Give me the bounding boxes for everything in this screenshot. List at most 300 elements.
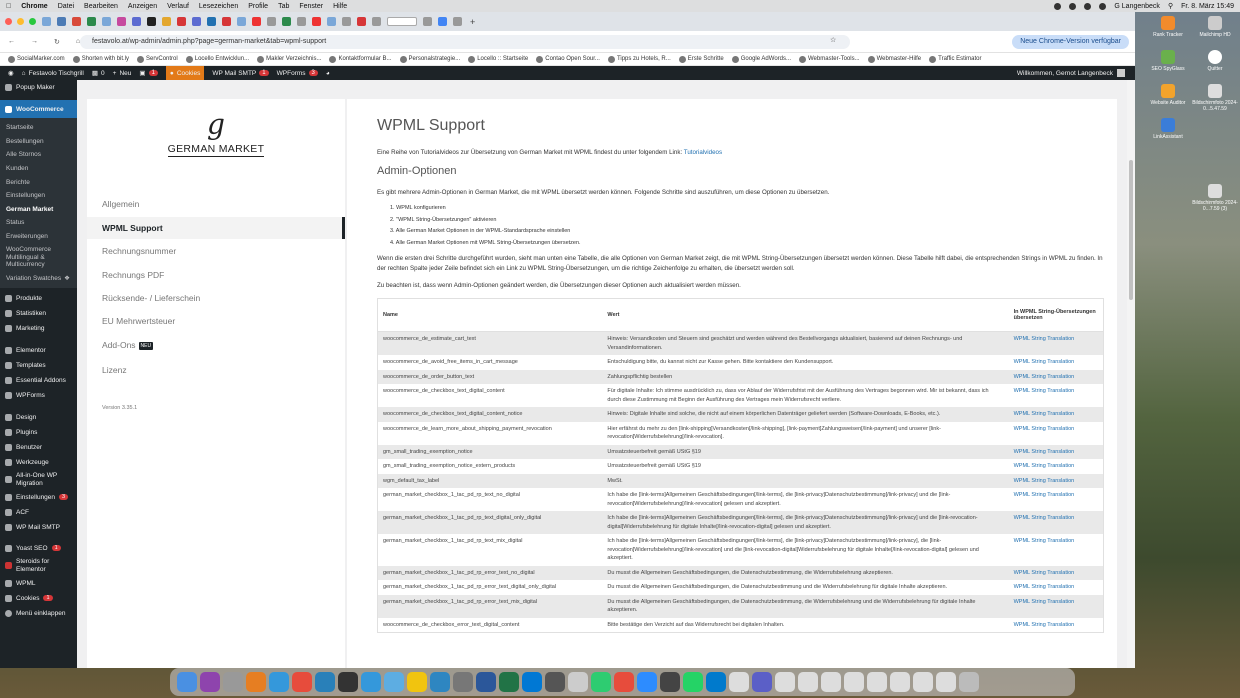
bookmark-favicon-icon xyxy=(8,56,15,63)
section-heading: Admin-Optionen xyxy=(377,165,457,177)
submenu-german-market[interactable]: German Market xyxy=(6,205,54,213)
submenu-wcml[interactable]: WooCommerce Multilingual & Multicurrency xyxy=(6,246,52,269)
addons-icon xyxy=(5,377,12,384)
option-value-cell: MwSt. xyxy=(602,474,1008,489)
bookmark-item[interactable]: Kontaktformular B... xyxy=(329,56,391,63)
tray-icon[interactable] xyxy=(1069,3,1076,10)
translation-link-cell xyxy=(1009,459,1104,474)
menubar-clock[interactable]: Fr. 8. März 15:49 xyxy=(1181,2,1234,10)
desktop-icon-rank-tracker[interactable]: Rank Tracker xyxy=(1138,16,1198,38)
desktop-icon-linkassistant[interactable]: LinkAssistant xyxy=(1138,118,1198,140)
teams-icon[interactable] xyxy=(752,672,772,692)
bookmark-favicon-icon xyxy=(536,56,543,63)
user-icon xyxy=(5,444,12,451)
browser-tab[interactable] xyxy=(57,17,66,26)
browser-tab[interactable] xyxy=(312,17,321,26)
swatch-icon: ❖ xyxy=(64,275,70,283)
bookmark-item[interactable]: Locello :: Startseite xyxy=(468,56,528,63)
bookmarks-bar xyxy=(0,53,1135,66)
zoom-icon[interactable] xyxy=(637,672,657,692)
submenu-startseite[interactable]: Startseite xyxy=(6,124,34,132)
page-scrollbar[interactable] xyxy=(1127,80,1135,668)
table-row xyxy=(378,459,1104,474)
browser-tab[interactable] xyxy=(297,17,306,26)
browser-tab[interactable] xyxy=(147,17,156,26)
document-icon[interactable] xyxy=(867,672,887,692)
table-row xyxy=(378,370,1104,385)
outlook-icon[interactable] xyxy=(522,672,542,692)
app-icon[interactable] xyxy=(591,672,611,692)
desktop-icon-screenshot-2[interactable]: Bildschirmfoto 2024-0...7.59 (3) xyxy=(1185,184,1240,212)
bookmark-favicon-icon xyxy=(468,56,475,63)
option-name-cell: woocommerce_de_avoid_free_items_in_cart_message xyxy=(383,359,518,365)
bookmark-item[interactable]: Contao Open Sour... xyxy=(536,56,600,63)
wpml-string-translation-link[interactable]: WPML String Translation xyxy=(1013,336,1075,342)
steps-list xyxy=(390,203,581,249)
option-value-cell: Du musst die Allgemeinen Geschäftsbedingungen, die Datenschutzbestimmung, die Widerrufsbelehrung und die Widerrufsbelehrung für digitale Inhalte akzeptieren. xyxy=(602,595,1008,618)
sidebar-item-cookies[interactable]: Cookies 1 xyxy=(0,591,77,606)
collapse-menu-button[interactable]: Menü einklappen xyxy=(0,606,77,621)
rank-tracker-icon xyxy=(1161,16,1175,30)
table-row xyxy=(378,407,1104,422)
option-value-cell: Ich habe die [link-terms]Allgemeinen Geschäftsbedingungen[/link-terms], die [link-privacy]Datenschutzbestimmung[/link-privacy] und die [link-revocation]Widerrufsbelehrung[/link-revocation] gelesen und akzeptiert. xyxy=(607,492,951,507)
site-name-link[interactable]: ⌂ Festavolo Tischgrill xyxy=(21,69,84,77)
elementor-icon xyxy=(5,347,12,354)
sidebar-item-marketing[interactable]: Marketing xyxy=(0,321,77,336)
browser-tab[interactable] xyxy=(102,17,111,26)
auditor-icon xyxy=(1161,84,1175,98)
german-market-logo-text: GERMAN MARKET xyxy=(167,143,265,155)
table-row xyxy=(378,384,1104,407)
bookmark-favicon-icon xyxy=(400,56,407,63)
app-icon[interactable] xyxy=(338,672,358,692)
cookie-icon: ● xyxy=(169,69,174,77)
submenu-variation-swatches[interactable]: Variation Swatches ❖ xyxy=(6,274,70,283)
browser-tab[interactable] xyxy=(357,17,366,26)
wp-content-area xyxy=(77,80,1135,668)
migration-icon xyxy=(5,476,12,483)
gm-nav-rechnungs-pdf[interactable]: Rechnungs PDF xyxy=(102,270,165,280)
bookmark-item[interactable]: Makler Verzeichnis... xyxy=(257,56,321,63)
wpml-string-translation-link[interactable]: WPML String Translation xyxy=(1013,448,1075,455)
option-value-cell: Hier erfährst du mehr zu den [link-shipping]Versandkosten[/link-shipping], [link-payment]Zahlungsweisen[/link-payment] und unserer [link-revocation]Widerrufsbelehrung[/link-revocation]. xyxy=(607,425,941,440)
option-name-cell: gm_small_trading_exemption_notice xyxy=(378,445,603,460)
filezilla-icon[interactable] xyxy=(614,672,634,692)
table-row xyxy=(378,534,1104,566)
document-icon[interactable] xyxy=(798,672,818,692)
search-icon[interactable]: ⚲ xyxy=(1167,3,1174,10)
comments-link[interactable]: ▩ 0 xyxy=(91,69,105,77)
gm-nav-allgemein[interactable]: Allgemein xyxy=(102,199,140,209)
sidebar-item-produkte[interactable]: Produkte xyxy=(0,291,77,306)
sidebar-item-werkzeuge[interactable]: Werkzeuge xyxy=(0,455,77,470)
macos-dock xyxy=(170,668,1075,696)
wifi-icon[interactable] xyxy=(1099,3,1106,10)
app-icon[interactable] xyxy=(545,672,565,692)
table-row xyxy=(378,332,1104,356)
wp-admin-bar xyxy=(0,66,1135,80)
brush-icon xyxy=(5,414,12,421)
submenu-kunden[interactable]: Kunden xyxy=(6,165,29,173)
home-icon: ⌂ xyxy=(21,69,26,77)
document-icon[interactable] xyxy=(775,672,795,692)
url-field[interactable]: festavolo.at/wp-admin/admin.php?page=german-market&tab=wpml-support xyxy=(80,35,850,49)
bookmark-favicon-icon xyxy=(679,56,686,63)
wpml-string-translation-link[interactable]: WPML String Translation xyxy=(1013,598,1075,605)
bookmark-item[interactable]: Erste Schritte xyxy=(679,56,724,63)
notes-icon[interactable] xyxy=(407,672,427,692)
document-icon[interactable] xyxy=(913,672,933,692)
bookmark-favicon-icon xyxy=(73,56,80,63)
option-value-cell: Umsatzsteuerbefreit gemäß UStG §19 xyxy=(607,463,701,469)
plug-icon xyxy=(5,429,12,436)
menu-verlauf[interactable]: Verlauf xyxy=(161,2,184,10)
vscode-icon[interactable] xyxy=(706,672,726,692)
gm-nav-lizenz[interactable]: Lizenz xyxy=(102,365,127,375)
option-name-cell: woocommerce_de_estimate_cart_text xyxy=(378,332,603,356)
browser-tab[interactable] xyxy=(192,17,201,26)
collapse-icon xyxy=(5,610,12,617)
option-name-cell: german_market_checkbox_1_tac_pd_rp_text_mix_digital xyxy=(383,538,523,544)
sidebar-item-acf[interactable]: ACF xyxy=(0,505,77,520)
gm-nav-ruecksendeschein[interactable]: Rücksende- / Lieferschein xyxy=(102,293,201,303)
bookmark-item[interactable]: Webmaster-Tools... xyxy=(799,56,860,63)
menubar-user[interactable]: G Langenbeck xyxy=(1114,2,1160,10)
intro-text: Eine Reihe von Tutorialvideos zur Übersetzung von German Market mit WPML findest du unter folgendem Link: Tutorialvideos xyxy=(377,149,723,156)
tutorial-link[interactable]: Tutorialvideos xyxy=(683,149,723,156)
reload-icon[interactable]: ↻ xyxy=(54,38,60,46)
spyglass-icon xyxy=(1161,50,1175,64)
sidebar-item-elementor[interactable]: Elementor xyxy=(0,343,77,358)
desktop-icon-website-auditor[interactable]: Website Auditor xyxy=(1138,84,1198,106)
column-header-name: Name xyxy=(378,299,603,332)
sidebar-item-woocommerce[interactable]: WooCommerce xyxy=(0,100,77,118)
wpml-string-translation-link[interactable]: WPML String Translation xyxy=(1013,463,1075,469)
plus-icon: + xyxy=(112,69,117,77)
bookmark-favicon-icon xyxy=(929,56,936,63)
document-icon[interactable] xyxy=(821,672,841,692)
table-row xyxy=(378,595,1104,618)
table-row xyxy=(378,580,1104,595)
yoast-icon xyxy=(5,545,12,552)
tray-icon[interactable] xyxy=(1084,3,1091,10)
box-icon xyxy=(5,295,12,302)
option-value-cell: Du musst die Allgemeinen Geschäftsbedingungen, die Datenschutzbestimmung und die Widerrufsbelehrung für digitale Inhalte akzeptieren. xyxy=(607,584,948,590)
browser-tab[interactable] xyxy=(342,17,351,26)
minimize-window-icon[interactable] xyxy=(17,18,24,25)
firefox-icon[interactable] xyxy=(246,672,266,692)
new-tab-icon[interactable]: + xyxy=(470,16,476,27)
excel-icon[interactable] xyxy=(499,672,519,692)
app-icon[interactable] xyxy=(568,672,588,692)
bookmark-item[interactable]: Personalstrategie... xyxy=(400,56,461,63)
sidebar-item-steroids[interactable]: Steroids for Elementor xyxy=(0,556,77,576)
translation-link-cell xyxy=(1009,384,1104,407)
menu-anzeigen[interactable]: Anzeigen xyxy=(122,2,152,10)
menu-fenster[interactable]: Fenster xyxy=(294,2,318,10)
german-market-logo-mark: g xyxy=(207,108,225,141)
document-icon[interactable] xyxy=(844,672,864,692)
menu-datei[interactable]: Datei xyxy=(52,2,69,10)
sidebar-item-einstellungen[interactable]: Einstellungen 3 xyxy=(0,490,77,505)
menu-profile[interactable]: Profile xyxy=(242,2,263,10)
sidebar-item-design[interactable]: Design xyxy=(0,410,77,425)
sidebar-item-migration[interactable]: All-in-One WP Migration xyxy=(0,470,77,490)
bookmark-item[interactable]: Webmaster-Hilfe xyxy=(868,56,922,63)
forward-icon[interactable]: → xyxy=(31,38,38,45)
bookmark-favicon-icon xyxy=(732,56,739,63)
steroids-icon xyxy=(5,562,12,569)
submenu-alle-stornos[interactable]: Alle Stornos xyxy=(6,151,42,159)
option-name-cell: german_market_checkbox_1_tac_pd_rp_error_text_no_digital xyxy=(378,566,603,581)
menu-hilfe[interactable]: Hilfe xyxy=(327,2,342,10)
app-icon[interactable] xyxy=(430,672,450,692)
settings-icon[interactable] xyxy=(453,672,473,692)
app-icon[interactable] xyxy=(384,672,404,692)
bookmark-item[interactable]: Tipps zu Hotels, R... xyxy=(608,56,671,63)
step-item: 1. WPML konfigurieren xyxy=(390,205,446,211)
sidebar-item-wpml[interactable]: WPML xyxy=(0,576,77,591)
menu-lesezeichen[interactable]: Lesezeichen xyxy=(193,2,233,10)
translation-link-cell xyxy=(1009,534,1104,566)
option-name-cell: woocommerce_de_checkbox_text_digital_content_notice xyxy=(378,407,603,422)
gm-nav-add-ons[interactable]: Add-Ons NEU xyxy=(102,340,152,350)
megaphone-icon xyxy=(5,325,12,332)
table-row xyxy=(378,445,1104,460)
wpml-string-translation-link[interactable]: WPML String Translation xyxy=(1013,621,1075,628)
apple-icon[interactable] xyxy=(6,3,11,10)
home-icon[interactable]: ⌂ xyxy=(75,38,81,45)
sidebar-item-plugins[interactable]: Plugins xyxy=(0,425,77,440)
woocommerce-submenu xyxy=(0,118,77,288)
browser-tab[interactable] xyxy=(372,17,381,26)
menu-app[interactable]: Chrome xyxy=(16,2,43,10)
submenu-einstellungen[interactable]: Einstellungen xyxy=(6,192,46,200)
translation-link-cell xyxy=(1009,488,1104,511)
acf-icon xyxy=(5,509,12,516)
wpml-string-translation-link[interactable]: WPML String Translation xyxy=(1013,515,1075,521)
sidebar-item-essential-addons[interactable]: Essential Addons xyxy=(0,373,77,388)
option-name-cell: german_market_checkbox_1_tac_pd_rp_text_digital_only_digital xyxy=(378,511,603,534)
section-text: Es gibt mehrere Admin-Optionen in German Market, die mit WPML übersetzt werden können. Folgende Schritte sind auszuführen, um diese Optionen zu übersetzen. xyxy=(377,189,830,196)
browser-tab[interactable] xyxy=(453,17,462,26)
option-name-cell: wgm_default_tax_label xyxy=(378,474,603,489)
browser-tab[interactable] xyxy=(132,17,141,26)
wpml-string-translation-link[interactable]: WPML String Translation xyxy=(1013,411,1075,417)
wpml-string-translation-link[interactable]: WPML String Translation xyxy=(1013,388,1075,394)
bookmark-favicon-icon xyxy=(799,56,806,63)
bookmark-star-icon[interactable]: ☆ xyxy=(830,37,837,44)
bookmark-item[interactable]: Google AdWords... xyxy=(732,56,791,63)
option-value-cell: Ich habe die [link-terms]Allgemeinen Geschäftsbedingungen[/link-terms], die [link-privacy]Datenschutzbestimmung[/link-privacy], die [link-revocation]Widerrufsbelehrung[/link-revocation] und die [link-revocation-digital]Widerrufsbelehrung für digitale Inhalte[/link-revocation-digital] gelesen und akzeptiert. xyxy=(607,538,979,561)
browser-tab[interactable] xyxy=(327,17,336,26)
browser-tab[interactable] xyxy=(423,17,432,26)
browser-tab[interactable] xyxy=(267,17,276,26)
gm-nav-wpml-support[interactable]: WPML Support xyxy=(87,217,345,239)
sidebar-item-benutzer[interactable]: Benutzer xyxy=(0,440,77,455)
note-text: Zu beachten ist, dass wenn Admin-Optionen geändert werden, die Übersetzungen dieser Optionen auch aktualisiert werden müssen. xyxy=(377,282,741,289)
close-window-icon[interactable] xyxy=(5,18,12,25)
desktop-icon-quitter[interactable]: Quitter xyxy=(1185,50,1240,72)
browser-tab[interactable] xyxy=(438,17,447,26)
bookmark-item[interactable]: Locello Entwicklun... xyxy=(186,56,249,63)
folder-icon xyxy=(5,362,12,369)
document-icon[interactable] xyxy=(936,672,956,692)
option-value-cell: Ich habe die [link-terms]Allgemeinen Geschäftsbedingungen[/link-terms], die [link-privacy]Datenschutzbestimmung[/link-privacy] und die [link-revocation-digital]Widerrufsbelehrung für digitale Inhalte[/link-revocation-digital] gelesen und akzeptiert. xyxy=(602,511,1008,534)
document-icon[interactable] xyxy=(890,672,910,692)
menu-tab[interactable]: Tab xyxy=(272,2,285,10)
translation-link-cell xyxy=(1009,370,1104,385)
option-name-cell: woocommerce_de_order_button_text xyxy=(378,370,603,385)
wpml-support-panel xyxy=(347,99,1117,668)
desktop-icon-screenshot-1[interactable]: Bildschirmfoto 2024-0...5.47.59 xyxy=(1185,84,1240,112)
browser-tab[interactable] xyxy=(252,17,261,26)
option-name-cell: german_market_checkbox_1_tac_pd_rp_error_text_mix_digital xyxy=(378,595,603,618)
account-menu[interactable]: Willkommen, Gernot Langenbeck xyxy=(1017,66,1125,80)
step-item: 4. Alle German Market Optionen mit WPML String-Übersetzungen übersetzen. xyxy=(390,239,581,246)
safari-icon[interactable] xyxy=(269,672,289,692)
bookmark-favicon-icon xyxy=(608,56,615,63)
bookmark-item[interactable]: SocialMarker.com xyxy=(8,56,65,63)
yoast-link[interactable]: ▣ 1 xyxy=(139,69,158,77)
submenu-erweiterungen[interactable]: Erweiterungen xyxy=(6,233,48,241)
chrome-update-button[interactable]: Neue Chrome-Version verfügbar xyxy=(1012,35,1129,49)
gm-nav-eu-mehrwertsteuer[interactable]: EU Mehrwertsteuer xyxy=(102,316,176,326)
wp-mail-smtp-link[interactable]: WP Mail SMTP 1 xyxy=(212,70,268,77)
wpml-string-translation-link[interactable]: WPML String Translation xyxy=(1013,373,1075,380)
option-name-cell: woocommerce_de_checkbox_error_text_digital_content xyxy=(383,621,520,628)
desktop-icon-mailchimp[interactable]: Mailchimp HD xyxy=(1185,16,1240,38)
finder-icon[interactable] xyxy=(177,672,197,692)
wpml-string-translation-link[interactable]: WPML String Translation xyxy=(1013,538,1075,544)
whatsapp-icon[interactable] xyxy=(683,672,703,692)
table-header-row xyxy=(378,299,1104,332)
browser-tab[interactable] xyxy=(207,17,216,26)
submenu-bestellungen[interactable]: Bestellungen xyxy=(6,137,44,145)
sidebar-item-statistiken[interactable]: Statistiken xyxy=(0,306,77,321)
page-title: WPML Support xyxy=(377,117,485,134)
chrome-icon[interactable] xyxy=(292,672,312,692)
yoast-icon: ▣ xyxy=(139,70,146,77)
trash-icon[interactable] xyxy=(959,672,979,692)
sidebar-item-popup-maker[interactable]: Popup Maker xyxy=(0,80,77,95)
scrollbar-thumb[interactable] xyxy=(1129,160,1133,300)
wordpress-logo-icon[interactable]: ◉ xyxy=(8,70,14,77)
submenu-berichte[interactable]: Berichte xyxy=(6,178,30,186)
settings-icon xyxy=(5,494,12,501)
maximize-window-icon[interactable] xyxy=(29,18,36,25)
wpml-string-translation-link[interactable]: WPML String Translation xyxy=(1013,359,1075,365)
step-item: 2. "WPML String-Übersetzungen" aktivieren xyxy=(390,216,497,223)
browser-tab[interactable] xyxy=(237,17,246,26)
browser-tab[interactable] xyxy=(177,17,186,26)
app-store-icon[interactable] xyxy=(361,672,381,692)
browser-tab[interactable] xyxy=(42,17,51,26)
app-icon[interactable] xyxy=(660,672,680,692)
wpforms-link[interactable]: WPForms 3 xyxy=(277,70,318,77)
table-row xyxy=(378,511,1104,534)
column-header-wert: Wert xyxy=(602,299,1008,332)
bookmark-item[interactable]: Shorten with bit.ly xyxy=(73,56,129,63)
translation-link-cell xyxy=(1009,511,1104,534)
wpml-string-translation-link[interactable]: WPML String Translation xyxy=(1013,584,1075,590)
wrench-icon xyxy=(5,459,12,466)
sidebar-item-yoast[interactable]: Yoast SEO 1 xyxy=(0,541,77,556)
option-name-cell: german_market_checkbox_1_tac_pd_rp_error_text_digital_only_digital xyxy=(383,584,557,590)
query-monitor-icon[interactable]: ◕ xyxy=(325,69,330,77)
mail-icon xyxy=(5,524,12,531)
dropbox-icon[interactable] xyxy=(315,672,335,692)
option-name-cell: woocommerce_de_checkbox_text_digital_content xyxy=(383,388,505,394)
word-icon[interactable] xyxy=(476,672,496,692)
option-name-cell: woocommerce_de_learn_more_about_shipping_payment_revocation xyxy=(383,425,552,432)
browser-tab[interactable] xyxy=(72,17,81,26)
siri-icon[interactable] xyxy=(200,672,220,692)
table-row xyxy=(378,566,1104,581)
plugin-version: Version 3.35.1 xyxy=(102,405,138,411)
translation-link-cell xyxy=(1009,407,1104,422)
launchpad-icon[interactable] xyxy=(223,672,243,692)
wp-admin-sidebar xyxy=(0,80,77,668)
browser-tab[interactable] xyxy=(117,17,126,26)
browser-tab[interactable] xyxy=(282,17,291,26)
translation-link-cell xyxy=(1009,595,1104,618)
macos-menubar xyxy=(0,0,1240,12)
sidebar-item-wpforms[interactable]: WPForms xyxy=(0,388,77,403)
browser-window xyxy=(0,12,1135,668)
submenu-status[interactable]: Status xyxy=(6,219,25,227)
column-header-translate: In WPML String-Übersetzungen übersetzen xyxy=(1009,299,1104,332)
wpml-string-translation-link[interactable]: WPML String Translation xyxy=(1013,569,1075,576)
new-content-link[interactable]: + Neu xyxy=(112,69,132,77)
bookmark-favicon-icon xyxy=(329,56,336,63)
chart-icon xyxy=(5,310,12,317)
option-value-cell: Hinweis: Versandkosten und Steuern sind geschätzt und werden während des Bestellvorgangs aktualisiert, basierend auf deinen Rechnungs- und Versandinformationen. xyxy=(602,332,1008,356)
wpml-string-translation-link[interactable]: WPML String Translation xyxy=(1013,425,1075,432)
wpml-string-translation-link[interactable]: WPML String Translation xyxy=(1013,492,1075,498)
cookies-link[interactable]: ● Cookies xyxy=(166,66,204,80)
option-value-cell: Hinweis: Digitale Inhalte sind solche, die nicht auf einem körperlichen Datenträger geliefert werden (Software-Downloads, E-Books, etc.). xyxy=(602,407,1008,422)
option-value-cell: Bitte bestätige den Verzicht auf das Widerrufsrecht bei digitalen Inhalten. xyxy=(607,621,785,628)
browser-tab[interactable] xyxy=(162,17,171,26)
bookmark-item[interactable]: Traffic Estimator xyxy=(929,56,981,63)
sidebar-item-wp-mail-smtp[interactable]: WP Mail SMTP xyxy=(0,520,77,535)
options-table xyxy=(377,298,1104,633)
wpml-string-translation-link[interactable]: WPML String Translation xyxy=(1013,477,1075,484)
browser-tab[interactable] xyxy=(222,17,231,26)
desktop-icon-seo-spyglass[interactable]: SEO SpyGlass xyxy=(1138,50,1198,72)
gm-nav-rechnungsnummer[interactable]: Rechnungsnummer xyxy=(102,246,177,256)
table-row xyxy=(378,474,1104,489)
table-row xyxy=(378,422,1104,445)
menu-bearbeiten[interactable]: Bearbeiten xyxy=(78,2,113,10)
app-icon[interactable] xyxy=(729,672,749,692)
sidebar-item-templates[interactable]: Templates xyxy=(0,358,77,373)
bookmark-favicon-icon xyxy=(186,56,193,63)
translation-link-cell xyxy=(1009,422,1104,445)
tray-icon[interactable] xyxy=(1054,3,1061,10)
german-market-nav xyxy=(87,99,345,668)
translation-link-cell xyxy=(1009,445,1104,460)
translation-link-cell xyxy=(1009,332,1104,356)
new-badge: NEU xyxy=(140,342,152,349)
option-value-cell: Umsatzsteuerbefreit gemäß UStG §19 xyxy=(602,445,1008,460)
bookmark-item[interactable]: ServControl xyxy=(137,56,178,63)
browser-tab-active[interactable] xyxy=(387,17,417,26)
linkassistant-icon xyxy=(1161,118,1175,132)
browser-tab[interactable] xyxy=(87,17,96,26)
back-icon[interactable]: ← xyxy=(8,38,15,45)
